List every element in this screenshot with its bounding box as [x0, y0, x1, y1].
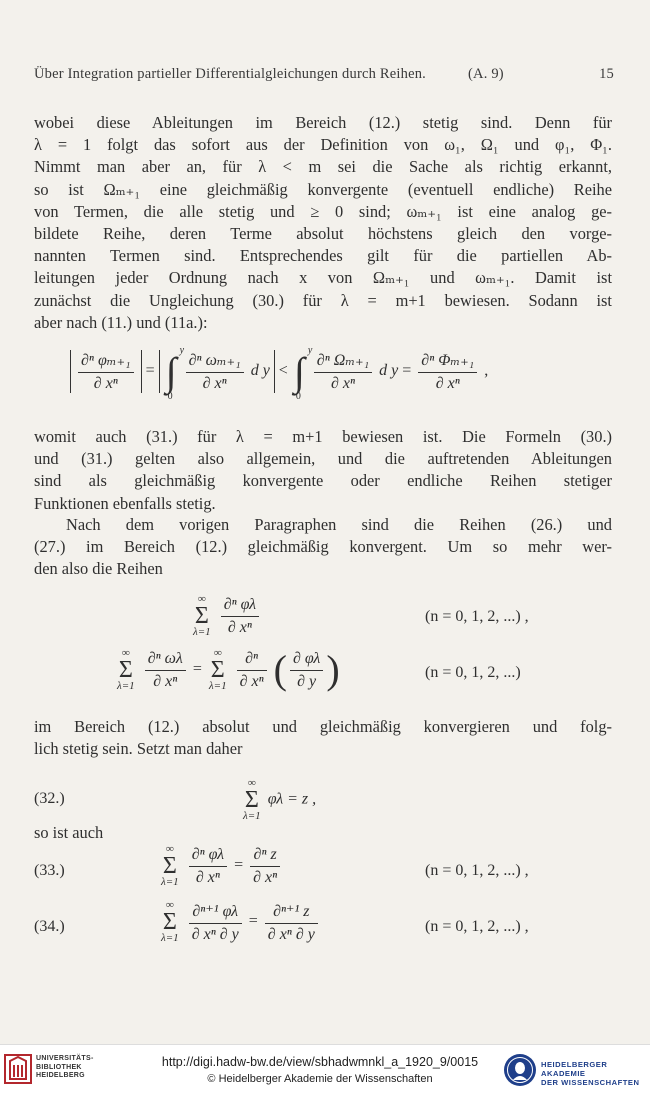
text-line: von Termen, die alle stetig und ≥ 0 sind; ωₘ₊₁ ist eine analog ge-	[34, 201, 612, 221]
text-line: lich stetig sein. Setzt man daher	[34, 739, 243, 759]
fraction: $\frac{\text{∂ⁿ ωₘ₊₁}}{\text{∂ xⁿ}}$	[186, 350, 244, 393]
text-line: so ist auch	[34, 823, 104, 842]
paragraph-4	[34, 716, 612, 760]
text-line: wobei diese Ableitungen im Bereich (12.) stetig sind. Denn für	[34, 113, 612, 132]
integral-sign: ∫ y 0	[165, 344, 185, 402]
text-line: (27.) im Bereich (12.) gleichmäßig konvergent. Um so mehr wer-	[34, 537, 612, 557]
paragraph-2	[34, 426, 612, 515]
fraction: $\frac{\text{∂ⁿ⁺¹ φλ}}{\text{∂ xⁿ ∂ y}}$	[189, 901, 242, 944]
text-line: im Bereich (12.) absolut und gleichmäßig konvergieren und folg-	[34, 717, 612, 736]
fraction: $\frac{\partial \varphi\lambda}{\partial y}$	[290, 650, 323, 691]
fraction: $\frac{\text{∂ⁿ φλ}}{\text{∂ xⁿ}}$	[221, 596, 259, 637]
fraction: $\frac{\text{∂ⁿ Ωₘ₊₁}}{\text{∂ xⁿ}}$	[314, 350, 372, 393]
fraction: $\frac{\text{∂ⁿ φλ}}{\text{∂ xⁿ}}$	[189, 846, 227, 887]
paragraph-1	[34, 112, 612, 334]
running-header	[34, 66, 614, 83]
series-2: ∞ Σ λ=1 $\frac{\text{∂ⁿ ωλ}}{\text{∂ xⁿ}}$ = ∞ Σ λ=1 $\frac{\text{∂ⁿ}}{\text{∂ xⁿ}}$ ( $\frac{\partial \varphi\lambda}{\partial y}$ )	[117, 647, 340, 692]
abs-integral: ∫ y 0 $\frac{\text{∂ⁿ ωₘ₊₁}}{\text{∂ xⁿ}}$ d y	[159, 350, 275, 393]
equation-33-condition: (n = 0, 1, 2, ...) ,	[425, 862, 529, 879]
equals-sign: =	[402, 362, 412, 380]
text-line: leitungen jeder Ordnung nach x von Ωₘ₊₁ und ωₘ₊₁. Damit ist	[34, 268, 612, 288]
series-1-condition: (n = 0, 1, 2, ...) ,	[425, 608, 529, 625]
equation-34: ∞ Σ λ=1 $\frac{\text{∂ⁿ⁺¹ φλ}}{\text{∂ xⁿ ∂ y}}$ = $\frac{\text{∂ⁿ⁺¹ z}}{\text{∂ xⁿ ∂ y}}$	[158, 900, 321, 944]
paragraph-3	[34, 514, 612, 581]
fraction: $\frac{\text{∂ⁿ}}{\text{∂ xⁿ}}$	[237, 650, 267, 691]
sum-sign: ∞ Σ λ=1	[117, 647, 135, 692]
sum-sign: ∞ Σ λ=1	[193, 593, 211, 638]
equation-label-34: (34.)	[34, 918, 65, 935]
series-2-condition: (n = 0, 1, 2, ...)	[425, 664, 521, 681]
sum-sign: ∞ Σ λ=1	[161, 899, 179, 944]
equation-label-32: (32.)	[34, 790, 65, 807]
section-label: (A. 9)	[468, 66, 504, 82]
abs-lhs	[70, 350, 142, 393]
equation-label-33: (33.)	[34, 862, 65, 879]
academy-seal-icon	[503, 1053, 537, 1087]
text-line: Funktionen ebenfalls stetig.	[34, 493, 216, 513]
text-line: λ = 1 folgt das sofort aus der Definition von ω₁, Ω₁ und φ₁, Φ₁.	[34, 135, 612, 155]
text-line: den also die Reihen	[34, 559, 163, 579]
running-title: Über Integration partieller Differentialgleichungen durch Reihen.	[34, 66, 426, 82]
text-line: Nach dem vorigen Paragraphen sind die Reihen (26.) und	[66, 515, 612, 534]
equation-32: ∞ Σ λ=1 φλ = z ,	[243, 777, 317, 822]
text-line: so ist Ωₘ₊₁ eine gleichmäßig konvergente (eventuell endliche) Reihe	[34, 179, 612, 199]
sum-sign: ∞ Σ λ=1	[243, 777, 261, 822]
academy-name: HEIDELBERGER AKADEMIE DER WISSENSCHAFTEN	[541, 1060, 640, 1087]
fraction: $\frac{\text{∂ⁿ φₘ₊₁}}{\text{∂ xⁿ}}$	[78, 350, 134, 393]
series-1	[190, 594, 262, 638]
so-ist-auch	[34, 822, 612, 844]
library-logo-icon	[4, 1053, 32, 1085]
fraction: $\frac{\text{∂ⁿ ωλ}}{\text{∂ xⁿ}}$	[145, 650, 186, 691]
text-line: und (31.) gelten also allgemein, und die auftretenden Ableitungen	[34, 449, 612, 469]
fraction: $\frac{\text{∂ⁿ⁺¹ z}}{\text{∂ xⁿ ∂ y}}$	[265, 901, 318, 944]
equation-34-condition: (n = 0, 1, 2, ...) ,	[425, 918, 529, 935]
sum-sign: ∞ Σ λ=1	[161, 843, 179, 888]
fraction: $\frac{\text{∂ⁿ z}}{\text{∂ xⁿ}}$	[250, 846, 280, 887]
text-line: aber nach (11.) und (11a.):	[34, 312, 208, 332]
library-name: UNIVERSITÄTS- BIBLIOTHEK HEIDELBERG	[36, 1055, 94, 1079]
permalink-url[interactable]: http://digi.hadw-bw.de/view/sbhadwmnkl_a_1920_9/0015	[161, 1055, 479, 1069]
text-line: womit auch (31.) für λ = m+1 bewiesen ist. Die Formeln (30.)	[34, 427, 612, 446]
page-number: 15	[599, 66, 614, 82]
text-line: zunächst die Ungleichung (30.) für λ = m+1 bewiesen. Sodann ist	[34, 290, 612, 310]
equals-sign: =	[145, 362, 155, 380]
less-than-sign: <	[278, 362, 288, 380]
formula-inequality: $\frac{\text{∂ⁿ φₘ₊₁}}{\text{∂ xⁿ}}$ = ∫ y 0 $\frac{\text{∂ⁿ ωₘ₊₁}}{\text{∂ xⁿ}}$ d y < ∫ y 0 $\frac{\text{∂ⁿ Ωₘ₊₁}}{\text{∂ xⁿ}}$ d y = $\frac{\text{∂ⁿ Φₘ₊₁}}{\text{∂ xⁿ}}$ ,	[70, 350, 600, 393]
sum-sign: ∞ Σ λ=1	[208, 647, 227, 692]
copyright-notice: © Heidelberger Akademie der Wissenschaften	[207, 1073, 433, 1085]
equation-33: ∞ Σ λ=1 $\frac{\text{∂ⁿ φλ}}{\text{∂ xⁿ}}$ = $\frac{\text{∂ⁿ z}}{\text{∂ xⁿ}}$	[158, 844, 283, 888]
text-line: bildete Reihe, deren Terme absolut höchstens gleich den vorge-	[34, 224, 612, 244]
text-line: nannten Termen sind. Entsprechendes gilt für die partiellen Ab-	[34, 246, 612, 266]
integral-sign: ∫ y 0	[293, 344, 313, 402]
text-line: Nimmt man aber an, für λ < m sei die Sache als richtig erkannt,	[34, 157, 612, 177]
text-line: sind als gleichmäßig konvergente oder endliche Reihen stetiger	[34, 471, 612, 491]
viewer-footer	[0, 1044, 650, 1095]
fraction: $\frac{\text{∂ⁿ Φₘ₊₁}}{\text{∂ xⁿ}}$	[418, 350, 477, 393]
